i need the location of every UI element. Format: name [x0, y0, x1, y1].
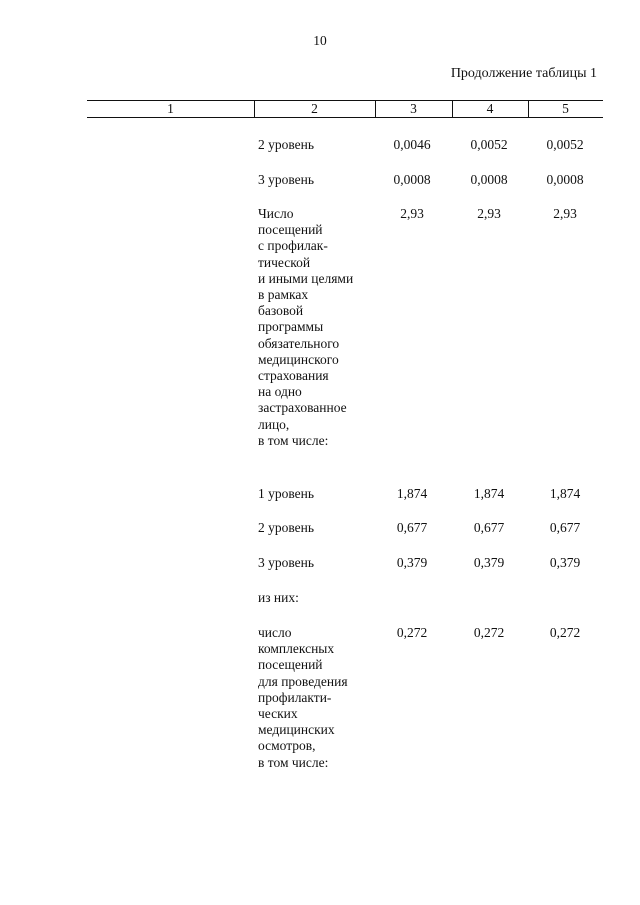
row-value-col-3: 0,379 [396, 555, 428, 570]
row-label: 3 уровень [258, 555, 315, 570]
row-value-col-3: 0,0046 [393, 137, 431, 152]
row-value-col-3: 1,874 [396, 486, 428, 501]
row-value-col-5: 1,874 [549, 486, 581, 501]
row-value-col-4: 0,677 [473, 520, 505, 535]
header-col-3: 3 [410, 101, 417, 116]
row-value-col-5: 2,93 [553, 206, 577, 221]
header-bottom-rule [87, 117, 603, 118]
header-col-4: 4 [486, 101, 494, 116]
row-value-col-5: 0,677 [549, 520, 581, 535]
table-caption: Продолжение таблицы 1 [450, 66, 597, 81]
row-label: 3 уровень [258, 172, 315, 187]
row-value-col-5: 0,0008 [546, 172, 584, 187]
row-value-col-4: 0,0052 [470, 137, 508, 152]
header-col-2: 2 [311, 101, 318, 116]
row-label: из них: [258, 590, 299, 605]
row-value-col-4: 0,379 [473, 555, 505, 570]
header-col-5: 5 [562, 101, 569, 116]
page-number: 10 [313, 33, 327, 48]
row-value-col-5: 0,272 [549, 625, 581, 640]
row-value-col-5: 0,379 [549, 555, 581, 570]
row-label: число комплексных посещений для проведения профилакти- ческих медицинских осмотров, в том числе: [258, 625, 348, 770]
row-value-col-4: 2,93 [477, 206, 501, 221]
header-col-1: 1 [167, 101, 174, 116]
row-value-col-4: 1,874 [473, 486, 505, 501]
row-label: 1 уровень [258, 486, 315, 501]
row-value-col-5: 0,0052 [546, 137, 584, 152]
row-value-col-3: 0,677 [396, 520, 428, 535]
row-label: 2 уровень [258, 137, 315, 152]
row-label: Число посещений с профилак- тической и иными целями в рамках базовой программы обязательного медицинского страхования на одно застрахованное лицо, в том числе: [258, 206, 354, 448]
row-value-col-3: 0,272 [396, 625, 428, 640]
row-value-col-3: 0,0008 [393, 172, 431, 187]
row-value-col-4: 0,272 [473, 625, 505, 640]
row-value-col-3: 2,93 [400, 206, 424, 221]
row-label: 2 уровень [258, 520, 315, 535]
row-value-col-4: 0,0008 [470, 172, 508, 187]
